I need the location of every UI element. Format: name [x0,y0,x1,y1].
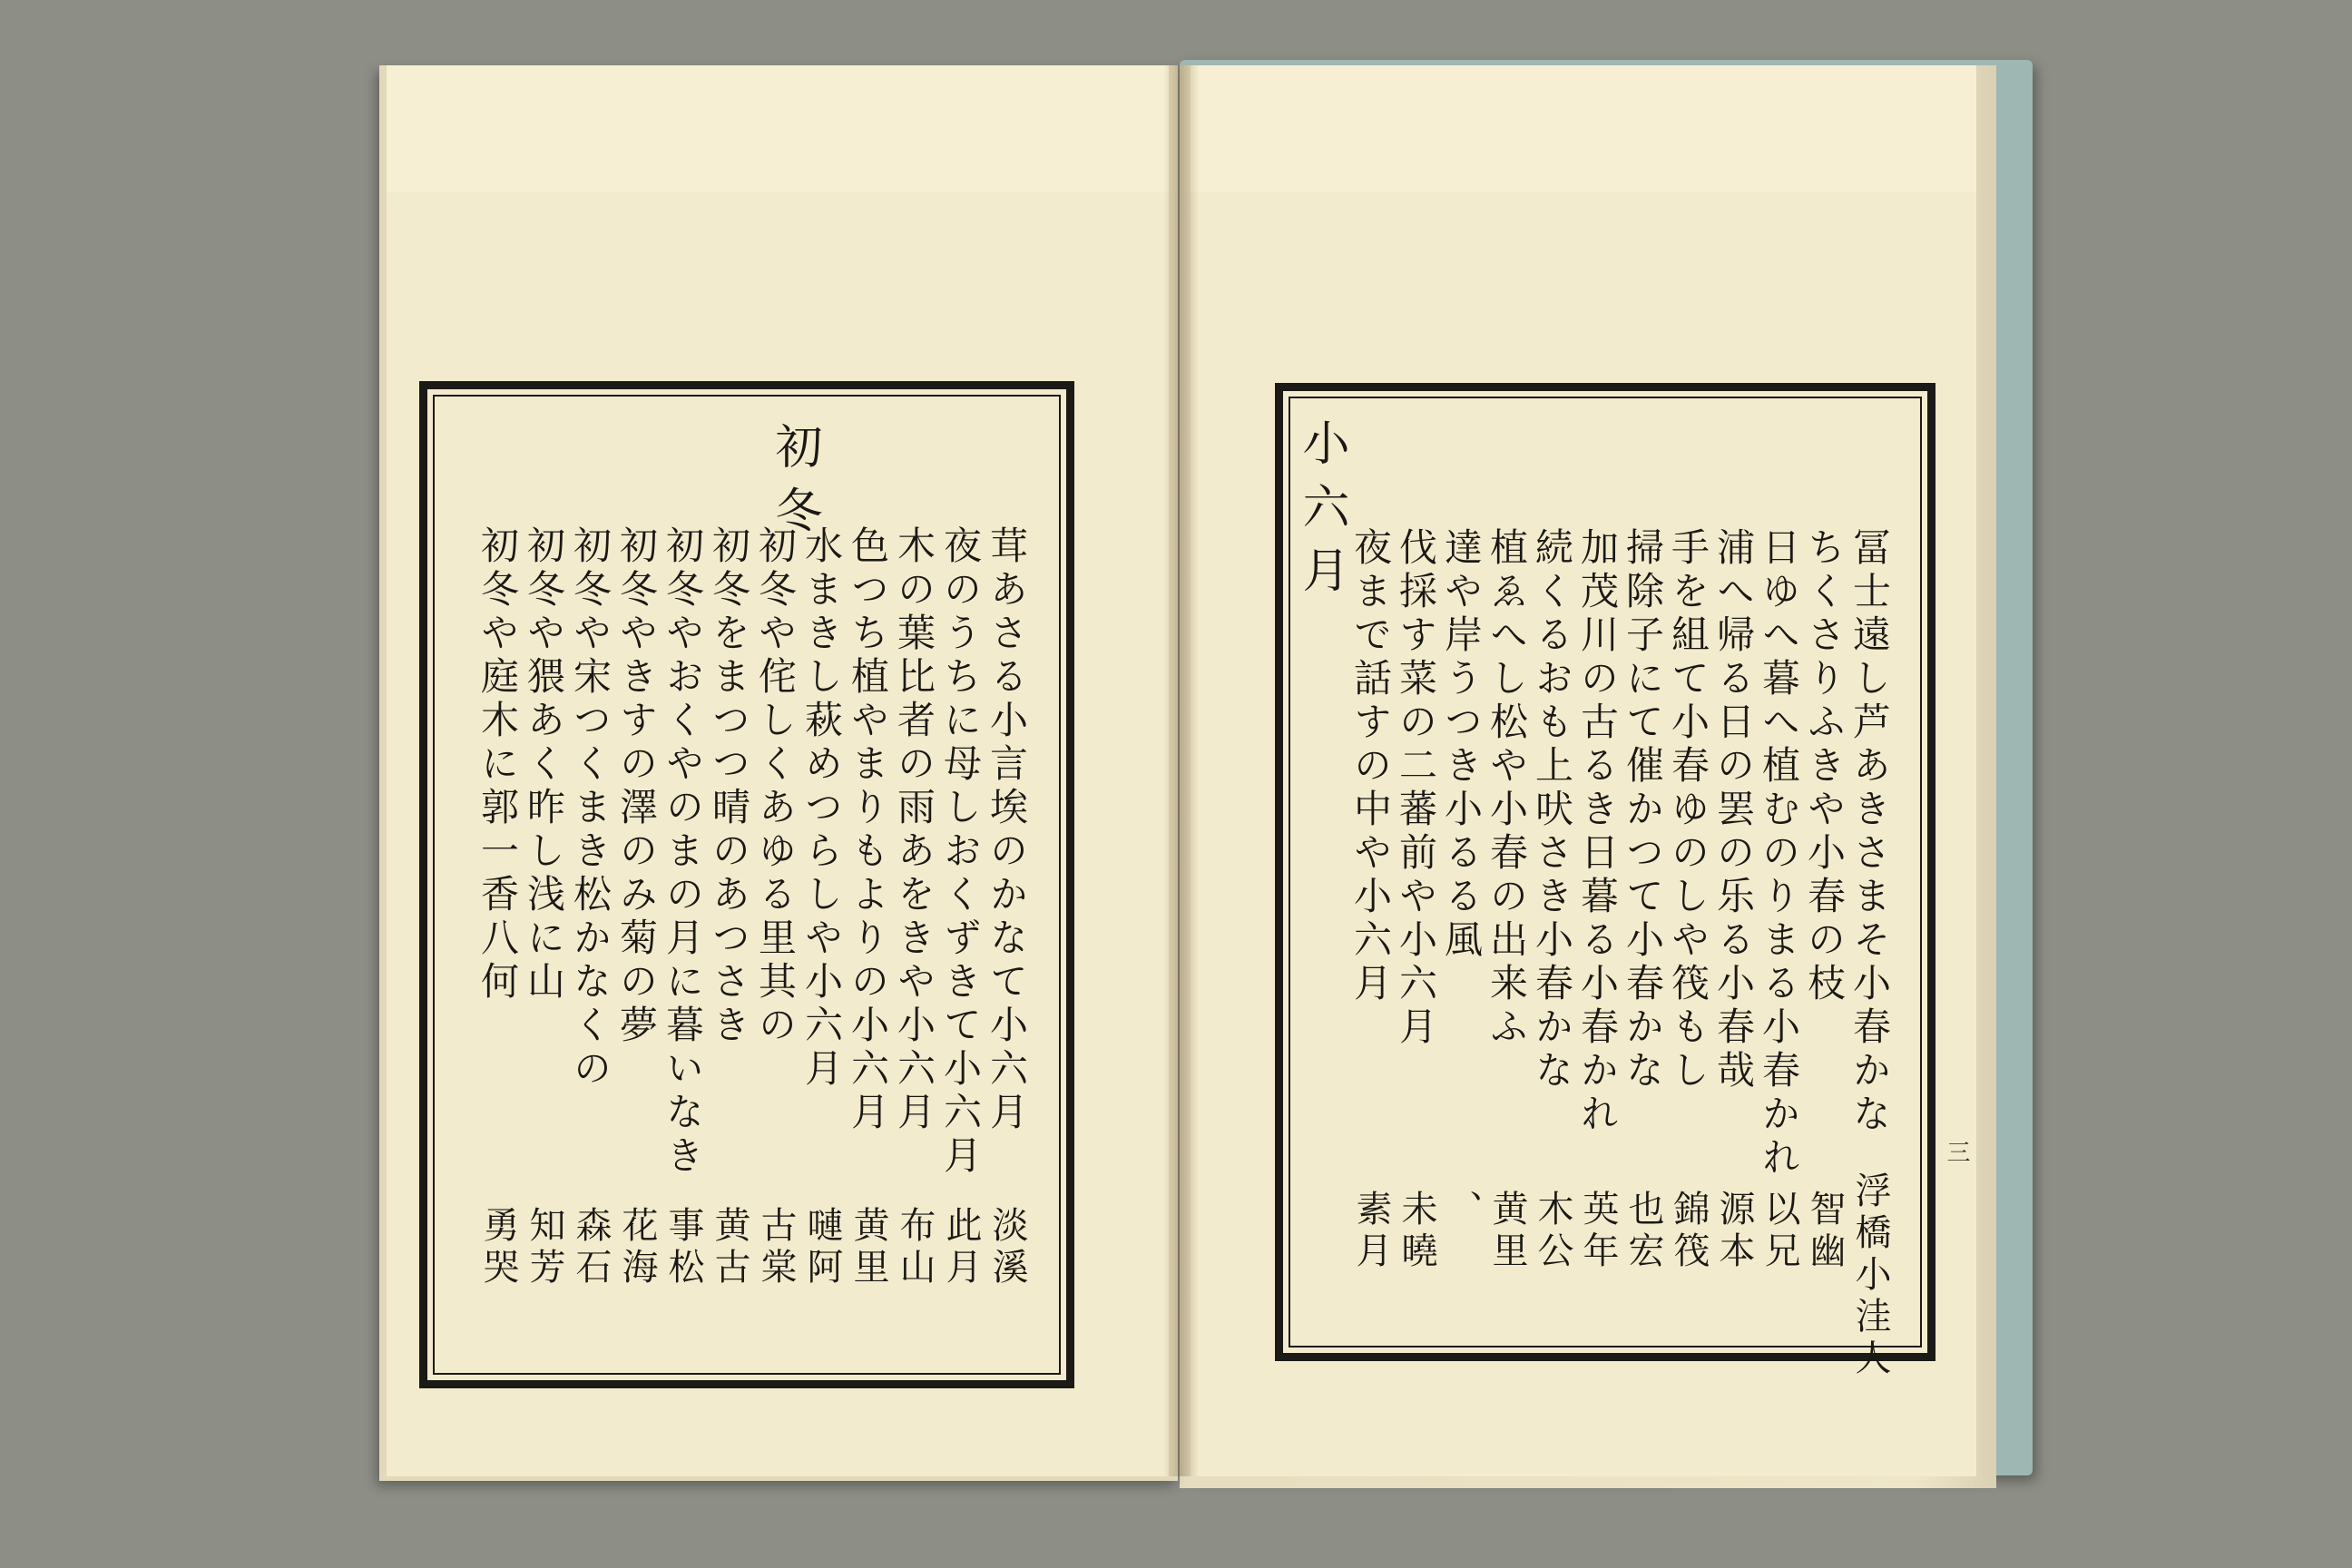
left-poet-12: 勇哭 [477,1206,519,1289]
left-verse-10: 初冬や宋つくまき松かなくの [568,525,612,1092]
left-verse-8: 初冬やおくやのまの月に暮いなき [661,525,705,1179]
left-verse-2: 夜のうちに母しおくずきて小六月 [938,525,983,1179]
left-poet-2: 此月 [940,1206,982,1289]
right-poet-7: 英年 [1577,1190,1619,1273]
right-verse-7: 加茂川の古るき日暮る小春かれ [1575,527,1620,1137]
left-poet-4: 黄里 [848,1206,889,1289]
right-poet-6: 也宏 [1622,1190,1664,1273]
left-verse-5: 水まきし萩めつらしや小六月 [799,525,844,1092]
right-poet-8: 木公 [1532,1190,1573,1273]
right-verse-1: 冨士遠し芦あきさまそ小春かな [1847,527,1892,1137]
right-verse-10: 達や岸うつき小るる風 [1439,527,1484,963]
left-verse-7: 初冬をまつつ晴のあつさき [707,525,751,1048]
left-poet-9: 花海 [616,1206,658,1289]
left-poet-1: 淡溪 [986,1206,1028,1289]
right-verse-6: 掃除子にて催かつて小春かな [1621,527,1665,1093]
left-verse-1: 茸あさる小言埃のかなて小六月 [985,525,1029,1135]
right-verse-4: 浦へ帰る日の罢の乐る小春哉 [1711,527,1756,1093]
left-poet-6: 古棠 [755,1206,797,1289]
left-verse-6: 初冬や侘しくあゆる里其の [753,525,798,1048]
left-poet-8: 事松 [662,1206,704,1289]
right-verse-12: 夜まで話すの中や小六月 [1348,527,1393,1006]
left-verse-3: 木の葉比者の雨あをきや小六月 [892,525,936,1135]
right-verse-8: 続くるおも上吠さき小春かな [1530,527,1574,1093]
right-poet-9: 黄里 [1486,1190,1528,1273]
right-poet-3: 以兄 [1759,1190,1800,1273]
right-verse-5: 手を組て小春ゆのしや筏もし [1666,527,1710,1093]
left-verse-11: 初冬や猥あく昨し浅に山 [522,525,566,1004]
left-verse-4: 色つち植やまりもよりの小六月 [846,525,890,1135]
left-poet-3: 布山 [894,1206,936,1289]
right-section-title: 小六月 [1294,418,1348,609]
right-poet-1: 浮橋小洼人 [1849,1171,1891,1380]
right-poet-12: 素月 [1350,1190,1392,1273]
left-section-title: 初冬 [767,422,821,549]
right-verse-9: 植ゑへし松や小春の出来ふ [1485,527,1529,1050]
left-text-frame [419,381,1074,1388]
left-verse-9: 初冬やきすの澤のみ菊の夢 [614,525,659,1048]
right-text-frame [1275,383,1936,1380]
left-poet-11: 知芳 [524,1206,565,1289]
right-poet-2: 智幽 [1804,1190,1846,1273]
right-poet-10: 、 [1441,1190,1483,1231]
page-number: 三 [1943,1140,1970,1163]
right-poet-5: 錦筏 [1668,1190,1710,1273]
right-poet-4: 源本 [1713,1190,1755,1273]
left-poet-10: 森石 [570,1206,612,1289]
left-verse-12: 初冬や庭木に郭一香八何 [475,525,520,1004]
book-gutter [1163,65,1200,1476]
right-verse-2: ちくさりふきや小春の枝 [1802,527,1847,1006]
right-poet-11: 未曉 [1396,1190,1437,1273]
left-poet-7: 黄古 [709,1206,750,1289]
right-verse-3: 日ゆへ暮へ植むのりまる小春かれ [1757,527,1801,1181]
right-verse-11: 伐採す菜の二蕃前や小六月 [1394,527,1438,1050]
left-poet-5: 嗹阿 [801,1206,843,1289]
